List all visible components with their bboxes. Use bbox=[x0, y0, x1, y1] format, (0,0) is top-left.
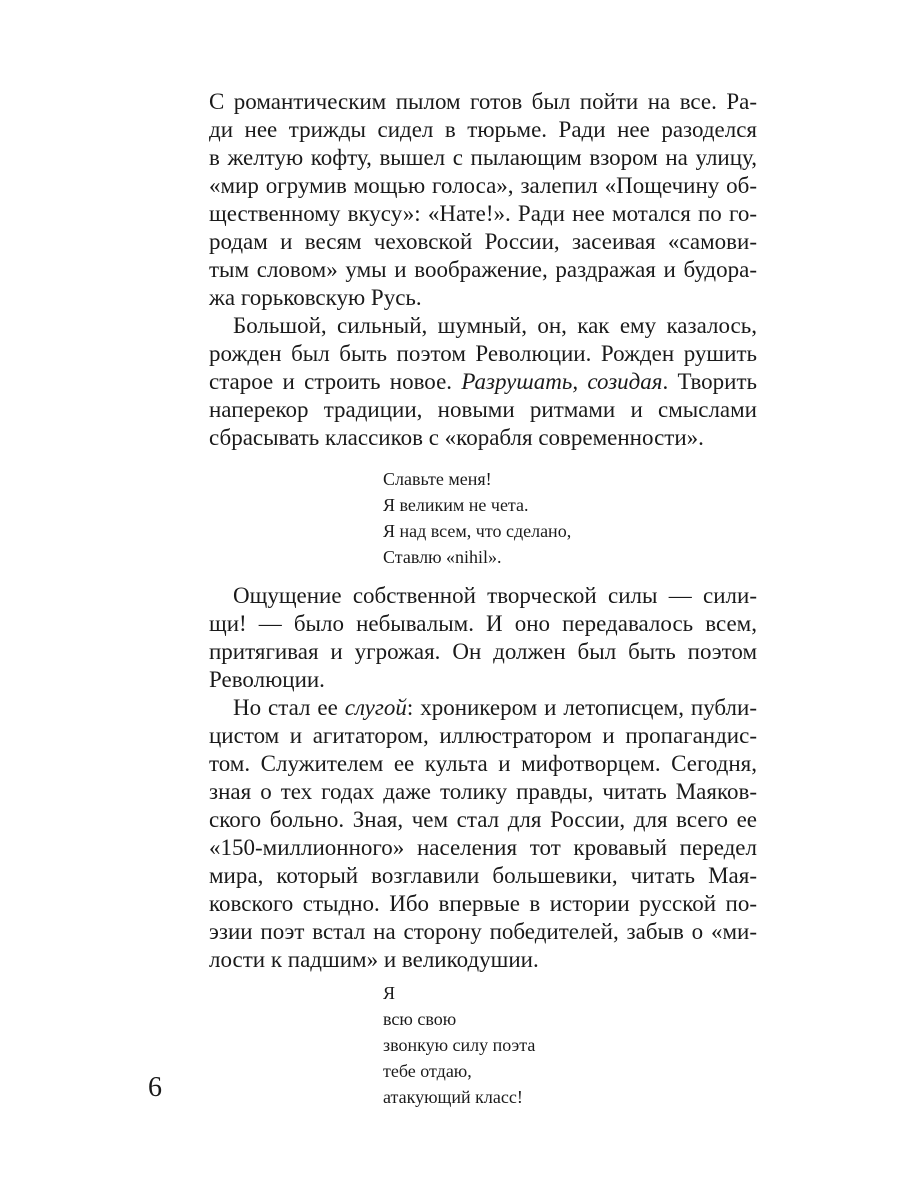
text-line bbox=[233, 694, 757, 722]
text-line: щественному вкусу»: «Нате!». Ради нее мотался по го- bbox=[209, 201, 757, 226]
italic-phrase: Разрушать, созидая bbox=[461, 369, 663, 394]
text-line: наперекор традиции, новыми ритмами и смыслами bbox=[209, 397, 757, 422]
text-line: тым словом» умы и воображение, раздражая и будора- bbox=[209, 257, 757, 282]
text-line: родам и весям чеховской России, засеивая «самови- bbox=[209, 229, 757, 254]
text-segment: Но стал ее bbox=[233, 695, 345, 720]
text-line: сбрасывать классиков с «корабля современности». bbox=[209, 425, 704, 450]
verse-line: Я над всем, что сделано, bbox=[383, 521, 572, 541]
verse-line: тебе отдаю, bbox=[383, 1061, 472, 1081]
italic-word: слугой bbox=[344, 695, 407, 720]
text-segment: старое и строить новое. bbox=[209, 369, 462, 394]
text-line: мира, который возглавили большевики, читать Мая- bbox=[209, 863, 757, 888]
text-line: «мир огрумив мощью голоса», залепил «Пощечину об- bbox=[209, 173, 757, 198]
text-line: зная о тех годах даже толику правды, читать Маяков- bbox=[209, 779, 757, 804]
verse-line: Славьте меня! bbox=[383, 469, 492, 489]
verse-line: звонкую силу поэта bbox=[383, 1035, 536, 1055]
text-line: ского больно. Зная, чем стал для России, для всего ее bbox=[209, 807, 757, 832]
text-line: том. Служителем ее культа и мифотворцем. Сегодня, bbox=[209, 751, 757, 776]
text-line: Ощущение собственной творческой силы — сили- bbox=[233, 583, 757, 608]
verse-line: Ставлю «nihil». bbox=[383, 547, 502, 567]
text-segment: : хроникером и летописцем, публи- bbox=[406, 695, 757, 720]
text-line: Большой, сильный, шумный, он, как ему казалось, bbox=[233, 313, 757, 338]
verse-line: атакующий класс! bbox=[383, 1087, 523, 1107]
text-line: цистом и агитатором, иллюстратором и пропагандис- bbox=[209, 723, 757, 748]
text-line: ковского стыдно. Ибо впервые в истории русской по- bbox=[209, 891, 757, 916]
text-line: лости к падшим» и великодушии. bbox=[209, 947, 539, 972]
text-line: щи! — было небывалым. И оно передавалось всем, bbox=[209, 611, 757, 636]
text-line: жа горьковскую Русь. bbox=[209, 285, 422, 310]
text-line: эзии поэт встал на сторону победителей, забыв о «ми- bbox=[209, 919, 757, 944]
verse-line: Я bbox=[383, 983, 396, 1003]
text-line: С романтическим пылом готов был пойти на все. Ра- bbox=[209, 89, 757, 114]
text-line bbox=[209, 368, 757, 396]
verse-line: всю свою bbox=[383, 1009, 457, 1029]
text-line: «150-миллионного» населения тот кровавый передел bbox=[209, 835, 757, 860]
page-number: 6 bbox=[148, 1072, 162, 1103]
text-segment: . Творить bbox=[662, 369, 758, 394]
text-line: ди нее трижды сидел в тюрьме. Ради нее разоделся bbox=[209, 117, 757, 142]
text-line: в желтую кофту, вышел с пылающим взором на улицу, bbox=[209, 145, 757, 170]
text-line: притягивая и угрожая. Он должен был быть поэтом bbox=[209, 639, 757, 664]
text-line: Революции. bbox=[209, 667, 325, 692]
verse-line: Я великим не чета. bbox=[383, 495, 529, 515]
text-line: рожден был быть поэтом Революции. Рожден рушить bbox=[209, 341, 757, 366]
